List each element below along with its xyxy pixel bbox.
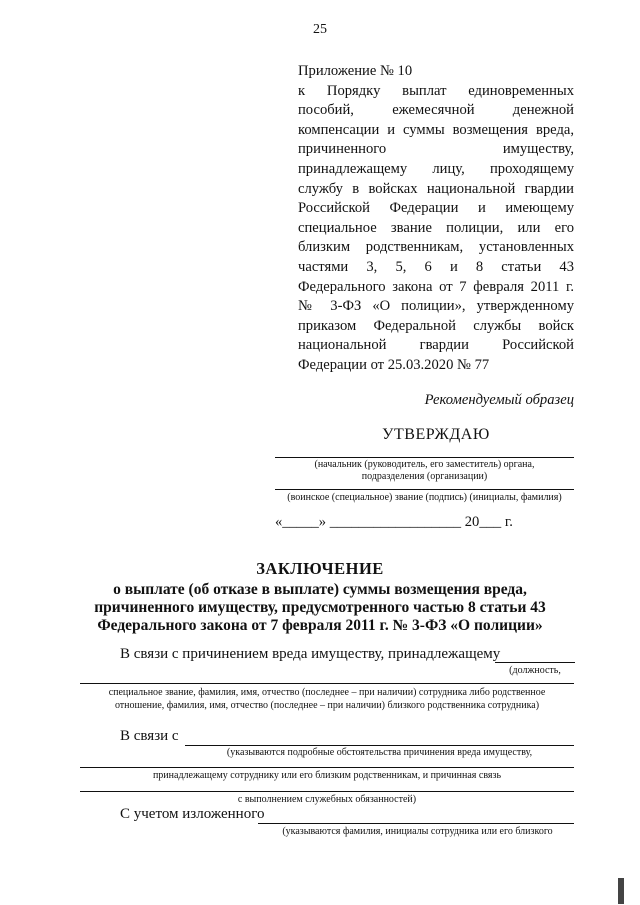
appendix-block xyxy=(298,62,574,376)
circumstances-hint-2: принадлежащему сотруднику или его близким родственникам, и причинная связь xyxy=(152,770,502,781)
appendix-line: компенсации и суммы возмещения вреда, xyxy=(298,121,574,138)
appendix-line: близким родственникам, установленных xyxy=(298,239,574,256)
conclusion-person-hint: (указываются фамилия, инициалы сотрудника или его близкого xyxy=(282,826,553,837)
owner-details-line xyxy=(80,683,574,684)
conclusion-title: ЗАКЛЮЧЕНИЕ xyxy=(256,559,384,578)
circumstances-line-2 xyxy=(80,767,574,768)
appendix-line: к Порядку выплат единовременных xyxy=(298,82,574,99)
appendix-line: приказом Федеральной службы войск xyxy=(298,317,574,334)
recommended-sample-label: Рекомендуемый образец xyxy=(424,392,574,408)
circumstances-hint: (указываются подробные обстоятельства причинения вреда имуществу, xyxy=(226,747,533,758)
appendix-line: причиненного имуществу, xyxy=(298,141,574,158)
appendix-line: Приложение № 10 xyxy=(298,63,413,79)
circumstances-line-3 xyxy=(80,791,574,792)
paragraph-conclusion-text: С учетом изложенного xyxy=(120,806,265,822)
appendix-line: Федерального закона от 7 февраля 2011 г. xyxy=(298,278,574,295)
conclusion-subtitle-line: о выплате (об отказе в выплате) суммы возмещения вреда, xyxy=(113,581,527,598)
approver-unit-hint: подразделения (организации) xyxy=(361,471,488,482)
approve-heading: УТВЕРЖДАЮ xyxy=(382,426,490,443)
owner-relation-hint: отношение, фамилия, имя, отчество (последнее – при наличии) близкого родственника сотрудника) xyxy=(114,700,540,711)
approver-signature-hint: (воинское (специальное) звание (подпись) (инициалы, фамилия) xyxy=(287,492,562,503)
appendix-line: № 3-ФЗ «О полиции», утвержденному xyxy=(298,298,574,315)
appendix-line: пособий, ежемесячной денежной xyxy=(298,102,574,119)
appendix-line: принадлежащему лицу, проходящему xyxy=(298,160,574,177)
circumstances-hint-3: с выполнением служебных обязанностей) xyxy=(237,794,417,805)
appendix-line: Российской Федерации и имеющему xyxy=(298,200,574,217)
appendix-line: частями 3, 5, 6 и 8 статьи 43 xyxy=(298,258,574,275)
owner-details-hint: специальное звание, фамилия, имя, отчество (последнее – при наличии) сотрудника либо родственное xyxy=(108,687,546,698)
conclusion-subtitle-line: причиненного имуществу, предусмотренного частью 8 статьи 43 xyxy=(94,599,546,616)
paragraph-owner-text: В связи с причинением вреда имуществу, принадлежащему xyxy=(120,646,501,662)
paragraph-circumstances-text: В связи с xyxy=(120,728,179,744)
owner-position-line xyxy=(495,662,575,663)
conclusion-subtitle-line: Федерального закона от 7 февраля 2011 г. № 3-ФЗ «О полиции» xyxy=(97,617,543,634)
conclusion-person-line xyxy=(258,823,574,824)
appendix-line: национальной гвардии Российской xyxy=(298,337,574,354)
approver-signature-line xyxy=(275,489,574,490)
owner-position-hint: (должность, xyxy=(509,665,561,676)
approval-date: «_____» __________________ 20___ г. xyxy=(275,514,513,530)
scan-edge-mark xyxy=(618,878,624,904)
appendix-line: Федерации от 25.03.2020 № 77 xyxy=(298,356,490,373)
page-number: 25 xyxy=(313,22,327,37)
appendix-line: службу в войсках национальной гвардии xyxy=(298,180,574,197)
approver-position-hint: (начальник (руководитель, его заместитель) органа, xyxy=(314,459,535,470)
appendix-line: специальное звание полиции, или его xyxy=(298,219,574,236)
